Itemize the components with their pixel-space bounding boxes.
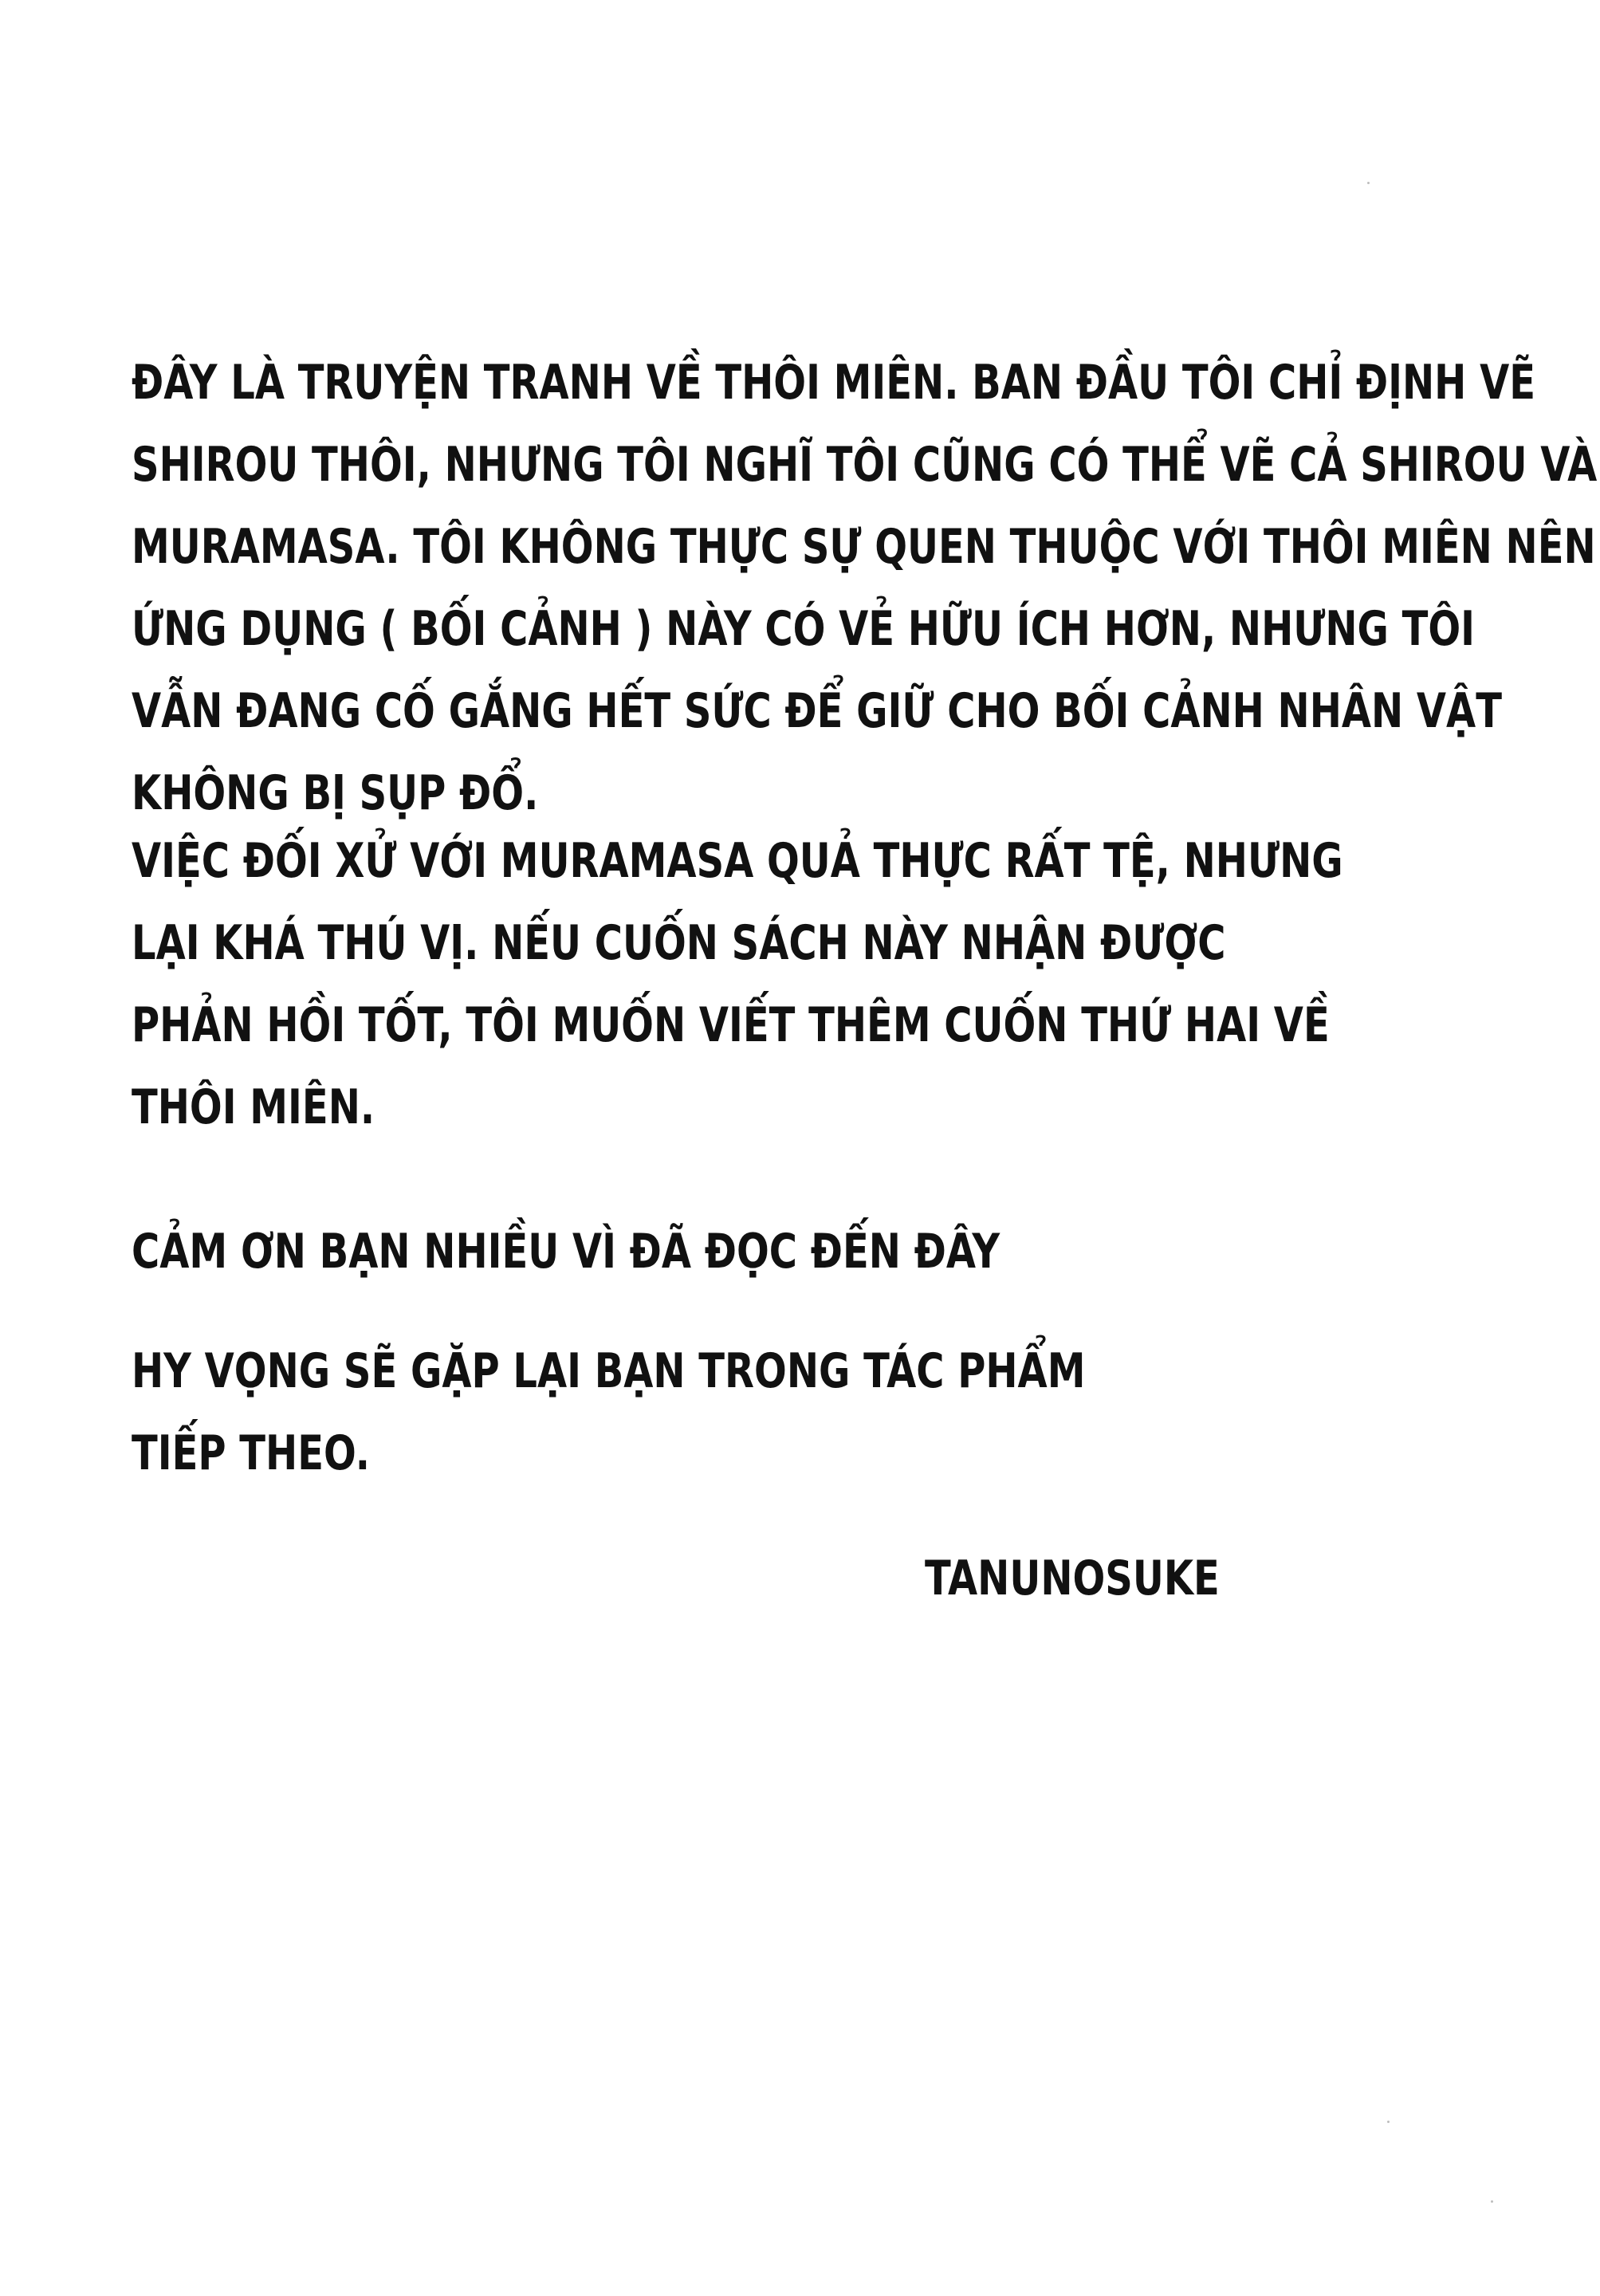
author-signature: TANUNOSUKE [925, 1551, 1220, 1606]
closing-line-2: TIẾP THEO. [132, 1425, 370, 1481]
paragraph-1-line-6: KHÔNG BỊ SỤP ĐỔ. [132, 765, 539, 821]
thanks-line: CẢM ƠN BẠN NHIỀU VÌ ĐÃ ĐỌC ĐẾN ĐÂY [132, 1224, 1000, 1280]
paper-speck [1387, 2121, 1390, 2123]
paragraph-1-line-3: MURAMASA. TÔI KHÔNG THỰC SỰ QUEN THUỘC VỚI THÔI MIÊN NÊN [132, 519, 1596, 575]
paragraph-2-line-2: LẠI KHÁ THÚ VỊ. NẾU CUỐN SÁCH NÀY NHẬN ĐƯỢC [132, 915, 1226, 971]
closing-line-1: HY VỌNG SẼ GẶP LẠI BẠN TRONG TÁC PHẨM [132, 1343, 1086, 1399]
paragraph-1-line-4: ỨNG DỤNG ( BỐI CẢNH ) NÀY CÓ VẺ HỮU ÍCH HƠN, NHƯNG TÔI [132, 601, 1476, 657]
paragraph-2-line-1: VIỆC ĐỐI XỬ VỚI MURAMASA QUẢ THỰC RẤT TỆ, NHƯNG [132, 833, 1343, 889]
paper-speck [1491, 2200, 1493, 2203]
paper-speck [1367, 182, 1370, 184]
paragraph-1-line-2: SHIROU THÔI, NHƯNG TÔI NGHĨ TÔI CŨNG CÓ THỂ VẼ CẢ SHIROU VÀ [132, 437, 1598, 493]
paragraph-1-line-5: VẪN ĐANG CỐ GẮNG HẾT SỨC ĐỂ GIỮ CHO BỐI CẢNH NHÂN VẬT [132, 683, 1502, 739]
paragraph-1-line-1: ĐÂY LÀ TRUYỆN TRANH VỀ THÔI MIÊN. BAN ĐẦU TÔI CHỈ ĐỊNH VẼ [132, 355, 1535, 411]
paragraph-2-line-4: THÔI MIÊN. [132, 1079, 375, 1135]
paragraph-2-line-3: PHẢN HỒI TỐT, TÔI MUỐN VIẾT THÊM CUỐN THỨ HAI VỀ [132, 997, 1330, 1053]
